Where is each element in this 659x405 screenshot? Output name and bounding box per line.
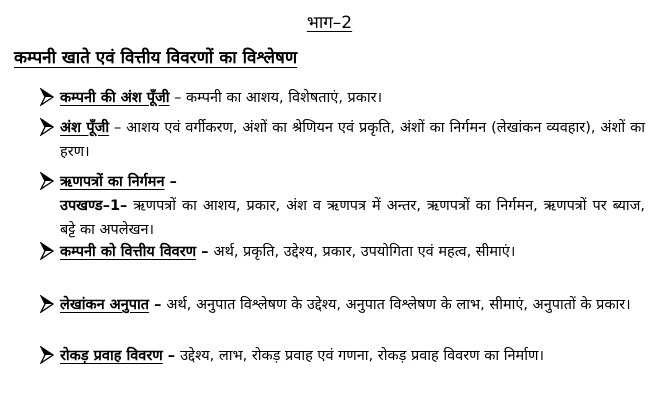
topic-description: उद्देश्य, लाभ, रोकड़ प्रवाह एवं गणना, रोकड़ प्रवाह विवरण का निर्माण।: [180, 348, 544, 364]
topic-heading: अंश पूँजी: [60, 120, 110, 136]
topic-item: ऋणपत्रों का निर्गमन – उपखण्ड–1– ऋणपत्रों का आशय, प्रकार, अंश व ऋणपत्र में अन्तर, ऋणपत्रों का निर्गमन, ऋणपत्रों पर ब्याज, बट्टे का अपलेखन।: [40, 170, 645, 242]
topic-description: आशय एवं वर्गीकरण, अंशों का श्रेणियन एवं प्रकृति, अंशों का निर्गमन (लेखांकन व्यवहार), अंशों का हरण।: [60, 120, 645, 160]
arrow-right-bullet-icon: [40, 346, 54, 364]
topic-item: लेखांकन अनुपात – अर्थ, अनुपात विश्लेषण के उद्देश्य, अनुपात विश्लेषण के लाभ, सीमाएं, अनुपातों के प्रकार।: [40, 293, 645, 317]
topic-description: अर्थ, प्रकृति, उद्देश्य, प्रकार, उपयोगिता एवं महत्व, सीमाएं।: [213, 244, 516, 260]
topic-description: कम्पनी का आशय, विशेषताएं, प्रकार।: [186, 90, 383, 106]
arrow-right-bullet-icon: [40, 295, 54, 313]
topic-item: अंश पूँजी – आशय एवं वर्गीकरण, अंशों का श्रेणियन एवं प्रकृति, अंशों का निर्गमन (लेखांकन व्यवहार), अंशों का हरण।: [40, 116, 645, 164]
part-heading: भाग–2: [306, 13, 353, 33]
topic-description: अर्थ, अनुपात विश्लेषण के उद्देश्य, अनुपात विश्लेषण के लाभ, सीमाएं, अनुपातों के प्रकार।: [166, 297, 631, 313]
sub-heading: उपखण्ड–1–: [60, 198, 128, 214]
topic-description: ऋणपत्रों का आशय, प्रकार, अंश व ऋणपत्र में अन्तर, ऋणपत्रों का निर्गमन, ऋणपत्रों पर ब्याज, बट्टे का अपलेखन।: [60, 198, 645, 238]
topic-item: रोकड़ प्रवाह विवरण – उद्देश्य, लाभ, रोकड़ प्रवाह एवं गणना, रोकड़ प्रवाह विवरण का निर्माण।: [40, 344, 645, 368]
topic-heading: कम्पनी की अंश पूँजी: [60, 90, 170, 106]
topic-item: कम्पनी को वित्तीय विवरण – अर्थ, प्रकृति, उद्देश्य, प्रकार, उपयोगिता एवं महत्व, सीमाएं।: [40, 240, 645, 264]
arrow-right-bullet-icon: [40, 88, 54, 106]
arrow-right-bullet-icon: [40, 242, 54, 260]
section-title: कम्पनी खाते एवं वित्तीय विवरणों का विश्लेषण: [14, 48, 298, 68]
topic-item: कम्पनी की अंश पूँजी – कम्पनी का आशय, विशेषताएं, प्रकार।: [40, 86, 645, 110]
topic-heading: ऋणपत्रों का निर्गमन: [60, 174, 165, 190]
arrow-right-bullet-icon: [40, 118, 54, 136]
topic-heading: रोकड़ प्रवाह विवरण: [60, 348, 163, 364]
topic-heading: कम्पनी को वित्तीय विवरण: [60, 244, 197, 260]
topic-heading: लेखांकन अनुपात: [60, 297, 150, 313]
arrow-right-bullet-icon: [40, 172, 54, 190]
